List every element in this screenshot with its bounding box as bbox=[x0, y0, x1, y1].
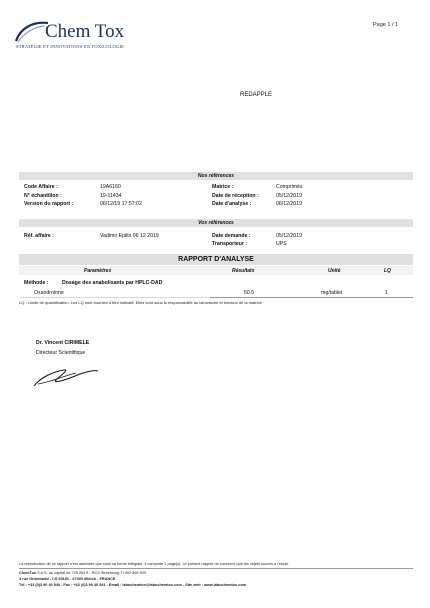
row-unit: mg/tablet bbox=[321, 290, 343, 296]
date-analyse-value: 06/12/2019 bbox=[276, 201, 302, 207]
table-bottom-rule bbox=[210, 297, 413, 298]
code-affaire-label: Code Affaire : bbox=[24, 184, 58, 190]
row-param: Oxandrolone bbox=[34, 290, 64, 296]
transporteur-label: Transporteur : bbox=[212, 241, 248, 247]
signatory-title: Directeur Scientifique bbox=[36, 350, 86, 356]
ref-affaire-label: Réf. affaire : bbox=[24, 233, 54, 239]
table-header-row bbox=[19, 266, 413, 275]
logo-tagline: STRATÉGIE ET INNOVATIONS EN TOXICOLOGIE bbox=[16, 44, 125, 49]
footer-company-line bbox=[19, 571, 146, 575]
row-result: 50.5 bbox=[244, 290, 255, 296]
footer-disclaimer: La reproduction de ce rapport n'est autorisée que sous sa forme intégrale. Il comporte 1 page(s). Le présent rapport ne concerne que les objets soumis à l'essai. bbox=[19, 562, 289, 566]
signatory-name: Dr. Vincent CIRIMELE bbox=[36, 340, 90, 346]
row-divider bbox=[20, 297, 210, 298]
footer-rule bbox=[19, 568, 413, 569]
date-demande-value: 05/12/2019 bbox=[276, 233, 302, 239]
row-lq: 1 bbox=[385, 290, 388, 296]
footer-company-name: ChemTox bbox=[19, 571, 37, 575]
code-affaire-value: 19A6160 bbox=[100, 184, 121, 190]
version-rapport-value: 06/12/19 17:57:02 bbox=[100, 201, 142, 207]
client-name: REDAPPLE bbox=[240, 92, 273, 98]
ref-affaire-value: Vadimo Eplits 06 12 2019 bbox=[100, 233, 159, 239]
col-resultats: Résultats bbox=[232, 268, 255, 274]
matrice-value: Comprimés bbox=[276, 184, 303, 190]
lq-note: LQ : Limite de quantification. Les LQ sont fournies à titre indicatif. Elles sont sous la responsabilité du laboratoire et fonction de la matrice. bbox=[19, 300, 263, 305]
signature-image bbox=[30, 362, 100, 390]
date-reception-value: 05/12/2019 bbox=[276, 193, 302, 199]
matrice-label: Matrice : bbox=[212, 184, 234, 190]
date-reception-label: Date de réception : bbox=[212, 193, 259, 199]
date-analyse-label: Date d'analyse : bbox=[212, 201, 252, 207]
date-demande-label: Date demande : bbox=[212, 233, 251, 239]
transporteur-value: UPS bbox=[276, 241, 287, 247]
method-label: Méthode : bbox=[24, 280, 49, 286]
col-lq: LQ bbox=[384, 268, 391, 274]
col-unite: Unité bbox=[328, 268, 341, 274]
logo-text: Chem Tox bbox=[45, 21, 125, 42]
footer-company-details: S.A.S. au capital de 725 263 € - RCS Strasbourg TI 492 869 909 bbox=[36, 571, 146, 575]
num-echantillon-value: 19-11434 bbox=[100, 193, 122, 199]
version-rapport-label: Version du rapport : bbox=[24, 201, 74, 207]
rapport-title: RAPPORT D'ANALYSE bbox=[19, 254, 413, 265]
num-echantillon-label: N° échantillon : bbox=[24, 193, 62, 199]
section-nos-references: Nos références bbox=[19, 172, 413, 180]
section-vos-references: Vos références bbox=[19, 219, 413, 227]
col-parametres: Paramètres bbox=[84, 268, 112, 274]
footer-address: 3 rue Grünewald - CS 60181 - 67400 Illkirch - FRANCE bbox=[19, 577, 116, 581]
footer-contact: Tél : +33 (0)3 90 40 940 - Fax : +33 (0)3 90 40 941 - Email : labochemtox@labochemtox.com - Site web : www.labochemtox.com bbox=[19, 583, 247, 587]
method-value: Dosage des anabolisants par HPLC-DAD bbox=[62, 280, 163, 286]
page-number: Page 1 / 1 bbox=[373, 22, 399, 28]
